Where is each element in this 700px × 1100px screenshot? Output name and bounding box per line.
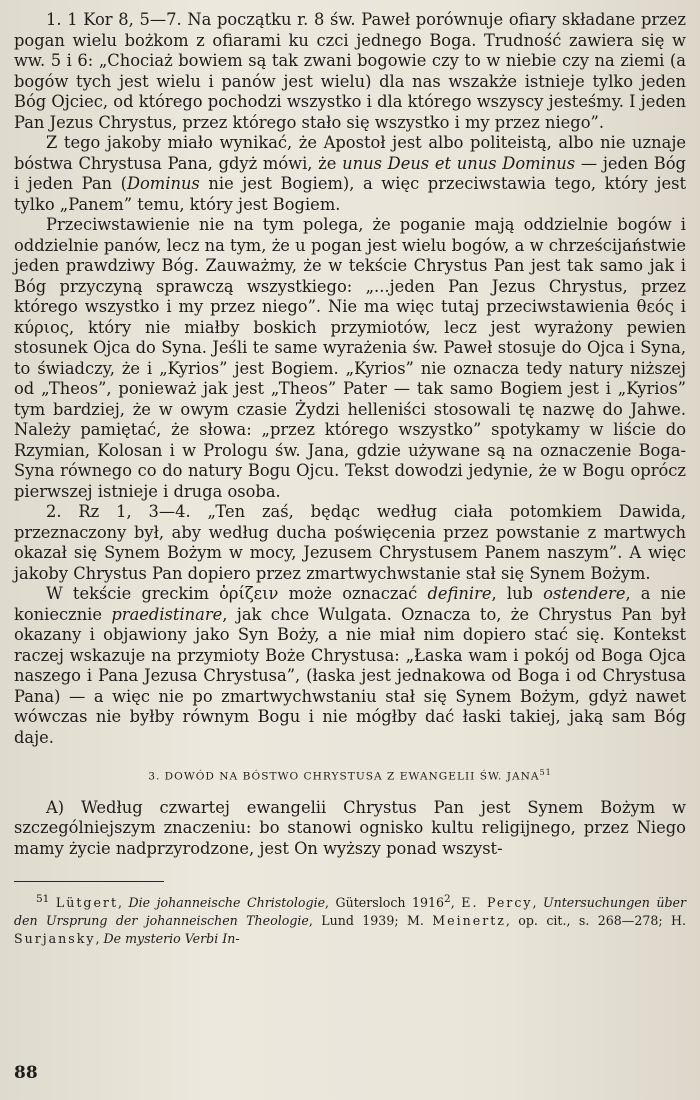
latin-word-praedistinare: praedistinare <box>111 604 223 624</box>
page-number: 88 <box>14 1063 38 1083</box>
greek-word-kyrios: κύριος <box>14 317 69 337</box>
footnote-reference: 51 <box>539 768 552 777</box>
footnote-author-lutgert: Lütgert <box>55 895 119 911</box>
footnote: $^{51}$ Lütgert, Die johanneische Christologie, Gütersloch 1916$^2$, E. Percy, Untersuchungen über den Ursprung der johanneischen Theologie, Lund 1939; M. Meinertz, op. cit., s. 268—278; H. Surjansky, De mysterio Verbi In- <box>14 893 687 947</box>
footnote-author-percy: E. Percy <box>461 895 533 911</box>
footnote-text-3: , op. cit., s. 268—278; H. <box>505 913 686 929</box>
footnote-title-christologie: Die johanneische Christologie <box>128 895 326 911</box>
paragraph-5-text-c: , lub <box>491 584 544 603</box>
greek-word-horizein: ὁρίζειν <box>219 584 279 603</box>
footnote-text-2: , Lund 1939; M. <box>308 913 433 929</box>
latin-word-definire: definire <box>427 584 492 603</box>
paragraph-2-text-c: nie jest Bogiem), a więc przeciwstawia tego, który jest tylko „Panem” temu, który jest Bogiem. <box>14 174 687 214</box>
footnote-separator-3: , <box>95 931 104 947</box>
paragraph-2 <box>14 133 686 215</box>
footnote-text-1: , Gütersloch 1916 <box>325 895 445 911</box>
footnote-edition: 2 <box>444 893 451 906</box>
paragraph-5-text-e: , jak chce Wulgata. Oznacza to, że Chrystus Pan był okazany i objawiony jako Syn Boży, a nie miał nim dopiero stać się. Kontekst raczej wskazuje na przymioty Boże Chrystusa: „Łaska wam i pokój od Boga Ojca naszego i Pana Jezusa Chrystusa”, (łaska jest jednakowa od Boga i od Chrystusa Pana) — a więc nie po zmartwychwstaniu stał się Synem Bożym, gdyż nawet wówczas nie byłby równym Bogu i nie mógłby dać łaski takiej, jaką sam Bóg daje. <box>14 604 686 747</box>
section-heading <box>14 766 686 784</box>
paragraph-3 <box>14 215 686 502</box>
paragraph-4 <box>14 502 686 584</box>
paragraph-3-text-c: , który nie miałby boskich przymiotów, lecz jest wyrażony pewien stosunek Ojca do Syna. Jeśli te same wyrażenia św. Paweł stosuje do Ojca i Syna, to świadczy, że i „Kyrios” jest Bogiem. „Kyrios” nie oznacza tedy natury niższej od „Theos”, ponieważ jak jest „Theos” Pater — tak samo Bogiem jest i „Kyrios” tym bardziej, że w owym czasie Żydzi helleniści stosowali tę nazwę do Jahwe. Należy pamiętać, że słowa: „przez którego wszystko” spotykamy w liście do Rzymian, Kolosan i w Prologu św. Jana, gdzie używane są na oznaczenie Boga-Syna równego co do natury Bogu Ojcu. Tekst dowodzi jedynie, że w Bogu oprócz pierwszej istnieje i druga osoba. <box>14 317 686 501</box>
paragraph-5-text-b: może oznaczać <box>278 584 428 603</box>
footnote-author-meinertz: Meinertz <box>432 913 506 929</box>
paragraph-4-text: 2. Rz 1, 3—4. „Ten zaś, będąc według ciała potomkiem Dawida, przeznaczony był, aby według ducha poświęcenia przez powstanie z martwych okazał się Synem Bożym w mocy, Jezusem Chrystusem Panem naszym”. A więc jakoby Chrystus Pan dopiero przez zmartwychwstanie stał się Synem Bożym. <box>14 502 686 583</box>
paragraph-6-text: A) Według czwartej ewangelii Chrystus Pan jest Synem Bożym w szczególniejszym znaczeniu: bo stanowi ognisko kultu religijnego, przez Niego mamy życie nadprzyrodzone, jest On wyższy ponad wszyst- <box>14 797 686 858</box>
section-heading-text: 3. DOWÓD NA BÓSTWO CHRYSTUSA Z EWANGELII ŚW. JANA <box>148 770 540 783</box>
paragraph-5 <box>14 584 686 748</box>
paragraph-5-text-d: , a nie koniecznie <box>14 584 687 624</box>
paragraph-2-text-a: Z tego jakoby miało wynikać, że Apostoł jest albo politeistą, albo nie uznaje bóstwa Chrystusa Pana, gdyż mówi, że <box>14 133 686 173</box>
footnote-author-surjansky: Surjansky <box>14 931 96 947</box>
paragraph-5-text-a: W tekście greckim <box>46 584 220 603</box>
paragraph-2-text-b: — jeden Bóg i jeden Pan ( <box>14 153 686 193</box>
paragraph-6 <box>14 798 686 860</box>
footnote-separator-1: , <box>450 895 462 911</box>
footnote-divider <box>14 881 164 882</box>
footnote-title-mysterio: De mysterio Verbi In- <box>103 931 240 947</box>
paragraph-3-text-b: i <box>673 297 686 316</box>
latin-word-ostendere: ostendere <box>543 584 626 603</box>
latin-word-dominus: Dominus <box>126 174 200 193</box>
greek-word-theos: θεός <box>636 297 674 316</box>
footnote-separator-2: , <box>532 895 544 911</box>
footnote-title-untersuchungen: Untersuchungen über den Ursprung der johanneischen Theologie <box>14 895 687 929</box>
paragraph-1-text: 1. 1 Kor 8, 5—7. Na początku r. 8 św. Paweł porównuje ofiary składane przez pogan wielu bożkom z ofiarami ku czci jednego Boga. Trudność zawiera się w ww. 5 i 6: „Chociaż bowiem są tak zwani bogowie czy to w niebie czy na ziemi (a bogów tych jest wielu i panów jest wielu) dla nas wszakże istnieje tylko jeden Bóg Ojciec, od którego pochodzi wszystko i dla którego wszyscy jesteśmy. I jeden Pan Jezus Chrystus, przez którego stało się wszystko i my przez niego”. <box>14 10 686 132</box>
paragraph-3-text-a: Przeciwstawienie nie na tym polega, że poganie mają oddzielnie bogów i oddzielnie panów, lecz na tym, że u pogan jest wielu bogów, a w chrześcijaństwie jeden prawdziwy Bóg. Zauważmy, że w tekście Chrystus Pan jest tak samo jak i Bóg przyczyną sprawczą wszystkiego: „...jeden Pan Jezus Chrystus, przez którego wszystko i my przez niego”. Nie ma więc tutaj przeciwstawienia <box>14 215 686 316</box>
latin-phrase-unus-deus: unus Deus et unus Dominus <box>342 153 576 173</box>
paragraph-1 <box>14 10 686 133</box>
footnote-number: 51 <box>36 893 50 906</box>
